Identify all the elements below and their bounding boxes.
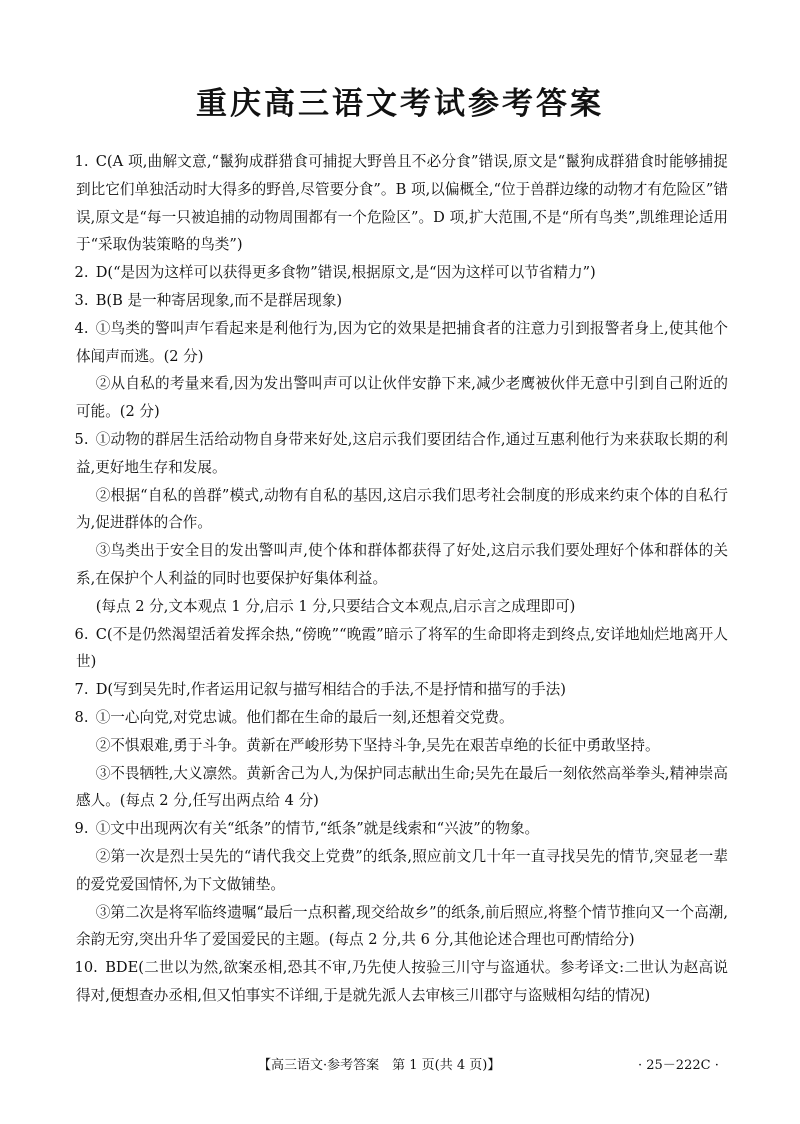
item-number: 8. (74, 708, 89, 726)
answer-item-5 (76, 426, 728, 621)
page-title: 重庆高三语文考试参考答案 (196, 86, 604, 122)
item-text: ①动物的群居生活给动物自身带来好处,这启示我们要团结合作,通过互惠利他行为来获取长期的利益,更好地生存和发展。 (76, 430, 728, 476)
item-text: C(不是仍然渴望活着发挥余热,“傍晚”“晚霞”暗示了将军的生命即将走到终点,安详地灿烂地离开人世) (76, 625, 728, 671)
item-text: C(A 项,曲解文意,“鬣狗成群猎食可捕捉大野兽且不必分食”错误,原文是“鬣狗成群猎食时能够捕捉到比它们单独活动时大得多的野兽,尽管要分食”。B 项,以偏概全,“位于兽群边缘的动物才有危险区”错误,原文是“每一只被追捕的动物周围都有一个危险区”。D 项,扩大范围,不是“所有鸟类”,凯维理论适用于“采取伪装策略的鸟类”) (76, 153, 728, 254)
footer-page-info: 【高三语文·参考答案 第 1 页(共 4 页)】 (258, 1058, 501, 1073)
item-subpoint: ③鸟类出于安全目的发出警叫声,使个体和群体都获得了好处,这启示我们要处理好个体和群体的关系,在保护个人利益的同时也要保护好集体利益。 (76, 542, 728, 587)
answer-item-10 (76, 954, 728, 1010)
item-text: D(写到吴先时,作者运用记叙与描写相结合的手法,不是抒情和描写的手法) (95, 681, 566, 699)
item-number: 1. (74, 153, 89, 170)
item-text: D(“是因为这样可以获得更多食物”错误,根据原文,是“因为这样可以节省精力”) (95, 264, 596, 282)
item-subpoint: ②不惧艰难,勇于斗争。黄新在严峻形势下坚持斗争,吴先在艰苦卓绝的长征中勇敢坚持。 (95, 736, 660, 754)
answer-item-7 (76, 676, 728, 704)
item-number: 2. (74, 264, 89, 282)
item-number: 9. (74, 820, 89, 838)
answer-item-6 (76, 621, 728, 677)
answer-item-3 (76, 287, 728, 315)
footer-exam-code: · 25－222C · (638, 1058, 719, 1073)
item-subpoint: ②根据“自私的兽群”模式,动物有自私的基因,这启示我们思考社会制度的形成来约束个体的自私行为,促进群体的合作。 (76, 486, 728, 532)
item-subpoint: ③不畏牺牲,大义凛然。黄新舍己为人,为保护同志献出生命;吴先在最后一刻依然高举拳头,精神崇高感人。(每点 2 分,任写出两点给 4 分) (76, 764, 728, 810)
item-text: ①文中出现两次有关“纸条”的情节,“纸条”就是线索和“兴波”的物象。 (95, 820, 540, 838)
item-text: B(B 是一种寄居现象,而不是群居现象) (95, 291, 343, 309)
item-text: ①鸟类的警叫声乍看起来是利他行为,因为它的效果是把捕食者的注意力引到报警者身上,使其他个体闻声而逃。(2 分) (76, 319, 728, 365)
item-subpoint: ②第一次是烈士吴先的“请代我交上党费”的纸条,照应前文几十年一直寻找吴先的情节,突显老一辈的爱党爱国情怀,为下文做铺垫。 (76, 847, 728, 893)
item-number: 7. (74, 681, 89, 699)
answer-item-1 (76, 148, 728, 259)
item-number: 6. (74, 625, 89, 643)
answer-item-2 (76, 259, 728, 287)
item-subpoint: ③第二次是将军临终遗嘱“最后一点积蓄,现交给故乡”的纸条,前后照应,将整个情节推向又一个高潮,余韵无穷,突出升华了爱国爱民的主题。(每点 2 分,共 6 分,其他论述合理也可酌情给分) (76, 903, 728, 949)
item-scoring-note: (每点 2 分,文本观点 1 分,启示 1 分,只要结合文本观点,启示言之成理即可) (95, 597, 576, 615)
item-number: 10. (74, 959, 98, 977)
item-number: 4. (74, 319, 89, 337)
answer-item-9 (76, 815, 728, 954)
item-text: BDE(二世以为然,欲案丞相,恐其不审,乃先使人按验三川守与盗通状。参考译文:二世认为赵高说得对,便想查办丞相,但又怕事实不详细,于是就先派人去审核三川郡守与盗贼相勾结的情况) (76, 959, 728, 1004)
answer-list (76, 148, 728, 1010)
item-number: 3. (74, 291, 89, 309)
answer-item-8 (76, 704, 728, 815)
item-subpoint: ②从自私的考量来看,因为发出警叫声可以让伙伴安静下来,减少老鹰被伙伴无意中引到自己附近的可能。(2 分) (76, 375, 728, 421)
item-text: ①一心向党,对党忠诚。他们都在生命的最后一刻,还想着交党费。 (95, 708, 514, 726)
item-number: 5. (74, 430, 89, 448)
answer-item-4 (76, 315, 728, 426)
